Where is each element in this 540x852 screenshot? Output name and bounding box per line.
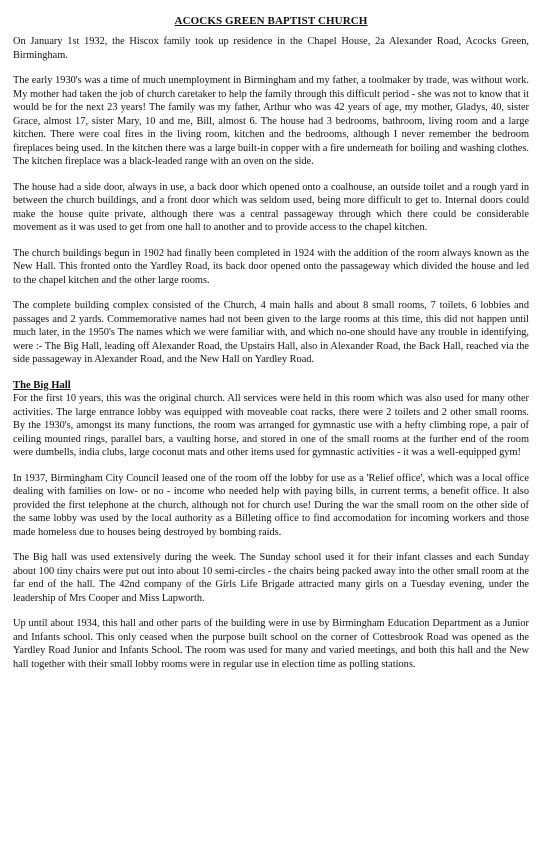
paragraph: In 1937, Birmingham City Council leased one of the room off the lobby for use as a 'Relief office', which was a local office dealing with families on low- or no - income who needed help with paying bills, in current terms, a benefit office. It also provided the first telephone at the church, although not for church use! During the war the small room on the other side of the same lobby was used by the local authority as a Billeting office to find accomodation for incoming workers and those made homeless due to houses being destroyed by bombing raids. bbox=[13, 472, 529, 538]
document-title: ACOCKS GREEN BAPTIST CHURCH bbox=[174, 15, 368, 27]
paragraph: The house had a side door, always in use, a back door which opened onto a coalhouse, an outside toilet and a rough yard in between the church buildings, and a front door which was seldom used, being more difficult to get to. Internal doors could make the house quite private, although there was a central passageway through which there could be considerable movement as it was used to get from one hall to another and to provide access to the chapel kitchen. bbox=[13, 181, 529, 233]
paragraph: Up until about 1934, this hall and other parts of the building were in use by Birmingham Education Department as a Junior and Infants school. This only ceased when the purpose built school on the corner of Cottesbrook Road was opened as the Yardley Road Junior and Infants School. The room was used for many and varied meetings, and both this hall and the New hall together with their small lobby rooms were in regular use in election time as polling stations. bbox=[13, 618, 529, 670]
section-heading: The Big Hall bbox=[13, 379, 71, 391]
paragraph: The early 1930's was a time of much unemployment in Birmingham and my father, a toolmaker by trade, was without work. My mother had taken the job of church caretaker to help the family through this difficult period - she was not to know that it would be for the next 23 years! The family was my father, Arthur who was 42 years of age, my mother, Gladys, 40, sister Grace, almost 17, sister Mary, 10 and me, Bill, almost 6. The house had 3 bedrooms, bathroom, living room and a large kitchen. There were coal fires in the living room, kitchen and the bedrooms, although I never remember the bedroom fireplaces being used. In the kitchen there was a large built-in copper with a fire underneath for boiling and washing clothes. The kitchen fireplace was a black-leaded range with an oven on the side. bbox=[13, 75, 529, 167]
paragraph: For the first 10 years, this was the original church. All services were held in this room which was also used for many other activities. The large entrance lobby was equipped with moveable coat racks, there were 2 toilets and 2 other small rooms. By the 1930's, amongst its many functions, the room was arranged for gymnastic use with a hefty climbing rope, a pair of ceiling mounted rings, parallel bars, a vaulting horse, and stored in one of the small rooms at the further end of the room were dumbells, india clubs, large coconut mats and other items used for gymnastic activities - it was a well-equipped gym! bbox=[13, 393, 529, 458]
paragraph: The Big hall was used extensively during the week. The Sunday school used it for their infant classes and each Sunday about 100 tiny chairs were put out into about 10 semi-circles - the chairs being packed away into the other small room at the far end of the hall. The 42nd company of the Girls Life Brigade attracted many girls on a Tuesday evening, under the leadership of Mrs Cooper and Miss Lapworth. bbox=[13, 552, 529, 604]
paragraph: On January 1st 1932, the Hiscox family took up residence in the Chapel House, 2a Alexander Road, Acocks Green, Birmingham. bbox=[13, 36, 529, 61]
paragraph: The church buildings begun in 1902 had finally been completed in 1924 with the addition of the room always known as the New Hall. This fronted onto the Yardley Road, its back door opened onto the passageway which divided the house and led to the chapel kitchen and the other large rooms. bbox=[13, 247, 529, 286]
paragraph: The complete building complex consisted of the Church, 4 main halls and about 8 small rooms, 7 toilets, 6 lobbies and passages and 2 yards. Commemorative names had not been given to the large rooms at this time, this did not happen until much later, in the 1950's The names which we were familiar with, and which no-one should have any trouble in identifying, were :- The Big Hall, leading off Alexander Road, the Upstairs Hall, also in Alexander Road, the Back Hall, reached via the side passageway in Alexander Road, and the New Hall on Yardley Road. bbox=[13, 300, 529, 365]
